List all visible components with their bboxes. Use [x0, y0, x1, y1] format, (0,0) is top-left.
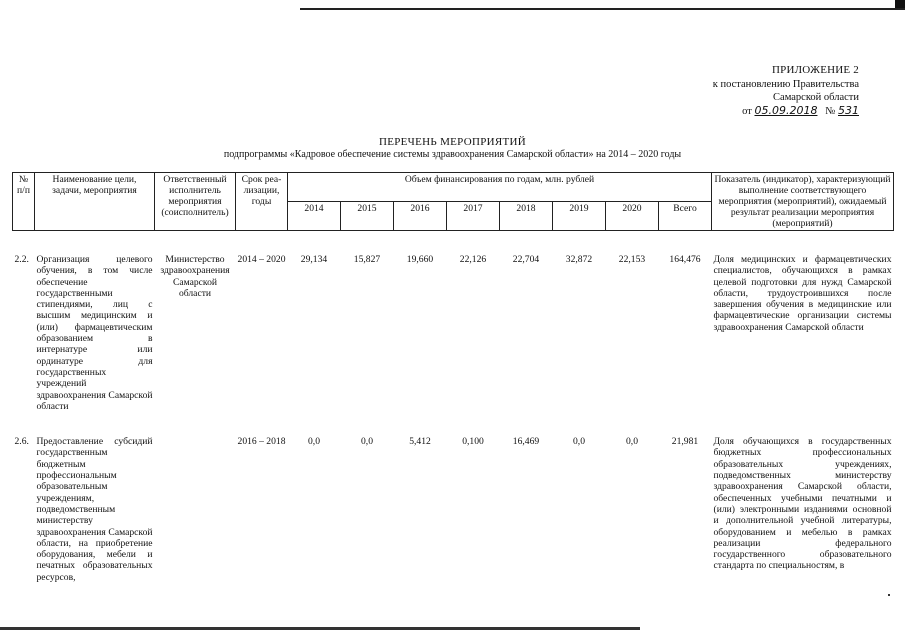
document-subtitle: подпрограммы «Кадровое обеспечение системы здравоохранения Самарской области» на 2014 – 2020 годы: [223, 149, 682, 160]
header-indicator: Показатель (индикатор), характеризующий выполнение соответствующего мероприятия (мероприятий), ожидаемый результат реализации мероприятия (мероприятий): [712, 173, 894, 231]
table-row: [13, 435, 894, 584]
row-value: 16,469: [512, 436, 540, 448]
header-total: Всего: [659, 202, 712, 231]
document-heading: [0, 136, 905, 160]
header-period: Срок реа-лизации, годы: [236, 173, 288, 231]
header-year: 2015: [341, 202, 394, 231]
row-period: 2014 – 2020: [237, 254, 286, 265]
row-value: 29,134: [300, 254, 328, 265]
row-value: 0,100: [462, 436, 484, 448]
row-num: 2.6.: [14, 436, 29, 448]
number-prefix: №: [825, 106, 836, 117]
header-year: 2020: [606, 202, 659, 231]
header-row-top: [13, 173, 894, 202]
table-row: [13, 253, 894, 413]
row-total: 21,981: [671, 436, 699, 448]
header-year: 2018: [500, 202, 553, 231]
header-year: 2019: [553, 202, 606, 231]
header-year: 2014: [288, 202, 341, 231]
row-num: 2.2.: [14, 254, 29, 265]
scan-edge-top: [300, 8, 905, 10]
header-year: 2017: [447, 202, 500, 231]
appendix-block: [713, 64, 859, 118]
row-total: 164,476: [669, 254, 701, 265]
row-indicator: Доля обучающихся в государственных бюджетных профессиональных образовательных учреждениях, подведомственных министерству здравоохранения Самарской области, обеспеченных учебными печатными и (или) электронными изданиями основной и дополнительной учебной литературы, оборудованием и мебелью в рамках реализации федерального государственного образовательного стандарта по специальностям, в: [713, 436, 892, 572]
appendix-date-line: [713, 104, 859, 118]
row-period: 2016 – 2018: [237, 436, 286, 448]
row-value: 0,0: [361, 436, 373, 448]
row-name: Организация целевого обучения, в том числе обеспечение государственными стипендиями, лиц с высшим медицинским и (или) фармацевтическим образованием в интернатуре или ординатуре для государственных учреждений здравоохранения Самарской области: [36, 254, 153, 412]
row-value: 15,827: [353, 254, 381, 265]
header-num: № п/п: [13, 173, 35, 231]
row-value: 22,153: [618, 254, 646, 265]
scan-corner-mark: [895, 0, 905, 8]
header-year: 2016: [394, 202, 447, 231]
row-name: Предоставление субсидий государственным бюджетным профессиональным образовательным учреждениям, подведомственным министерству здравоохранения Самарской области, на приобретение оборудования, мебели и печатных образовательных ресурсов,: [36, 436, 153, 583]
row-executor: Министерство здравоохранения Самарской области: [160, 254, 230, 299]
date-prefix: от: [742, 106, 752, 117]
handwritten-number: 531: [838, 104, 859, 117]
row-value: 0,0: [626, 436, 638, 448]
measures-table: [12, 172, 894, 584]
row-value: 22,126: [459, 254, 487, 265]
document-title: ПЕРЕЧЕНЬ МЕРОПРИЯТИЙ: [378, 136, 527, 148]
scan-dot: [888, 594, 890, 596]
row-indicator: Доля медицинских и фармацевтических специалистов, обучающихся в рамках целевой подготовки для нужд Самарской области, трудоустроившихся после завершения обучения в медицинские или фармацевтические организации системы здравоохранения Самарской области: [713, 254, 892, 333]
row-value: 5,412: [409, 436, 431, 448]
row-executor: [155, 435, 236, 584]
header-name: Наименование цели, задачи, мероприятия: [35, 173, 155, 231]
row-value: 19,660: [406, 254, 434, 265]
appendix-line2: Самарской области: [773, 92, 859, 103]
scan-edge-bottom: [0, 627, 640, 630]
appendix-line1: к постановлению Правительства: [712, 79, 859, 90]
row-value: 32,872: [565, 254, 593, 265]
row-value: 0,0: [573, 436, 585, 448]
row-value: 0,0: [308, 436, 320, 448]
handwritten-date: 05.09.2018: [754, 104, 818, 117]
header-funding-group: Объем финансирования по годам, млн. рублей: [288, 173, 712, 202]
header-executor: Ответственный исполнитель мероприятия (соисполнитель): [155, 173, 236, 231]
row-value: 22,704: [512, 254, 540, 265]
appendix-title: ПРИЛОЖЕНИЕ 2: [772, 64, 859, 76]
